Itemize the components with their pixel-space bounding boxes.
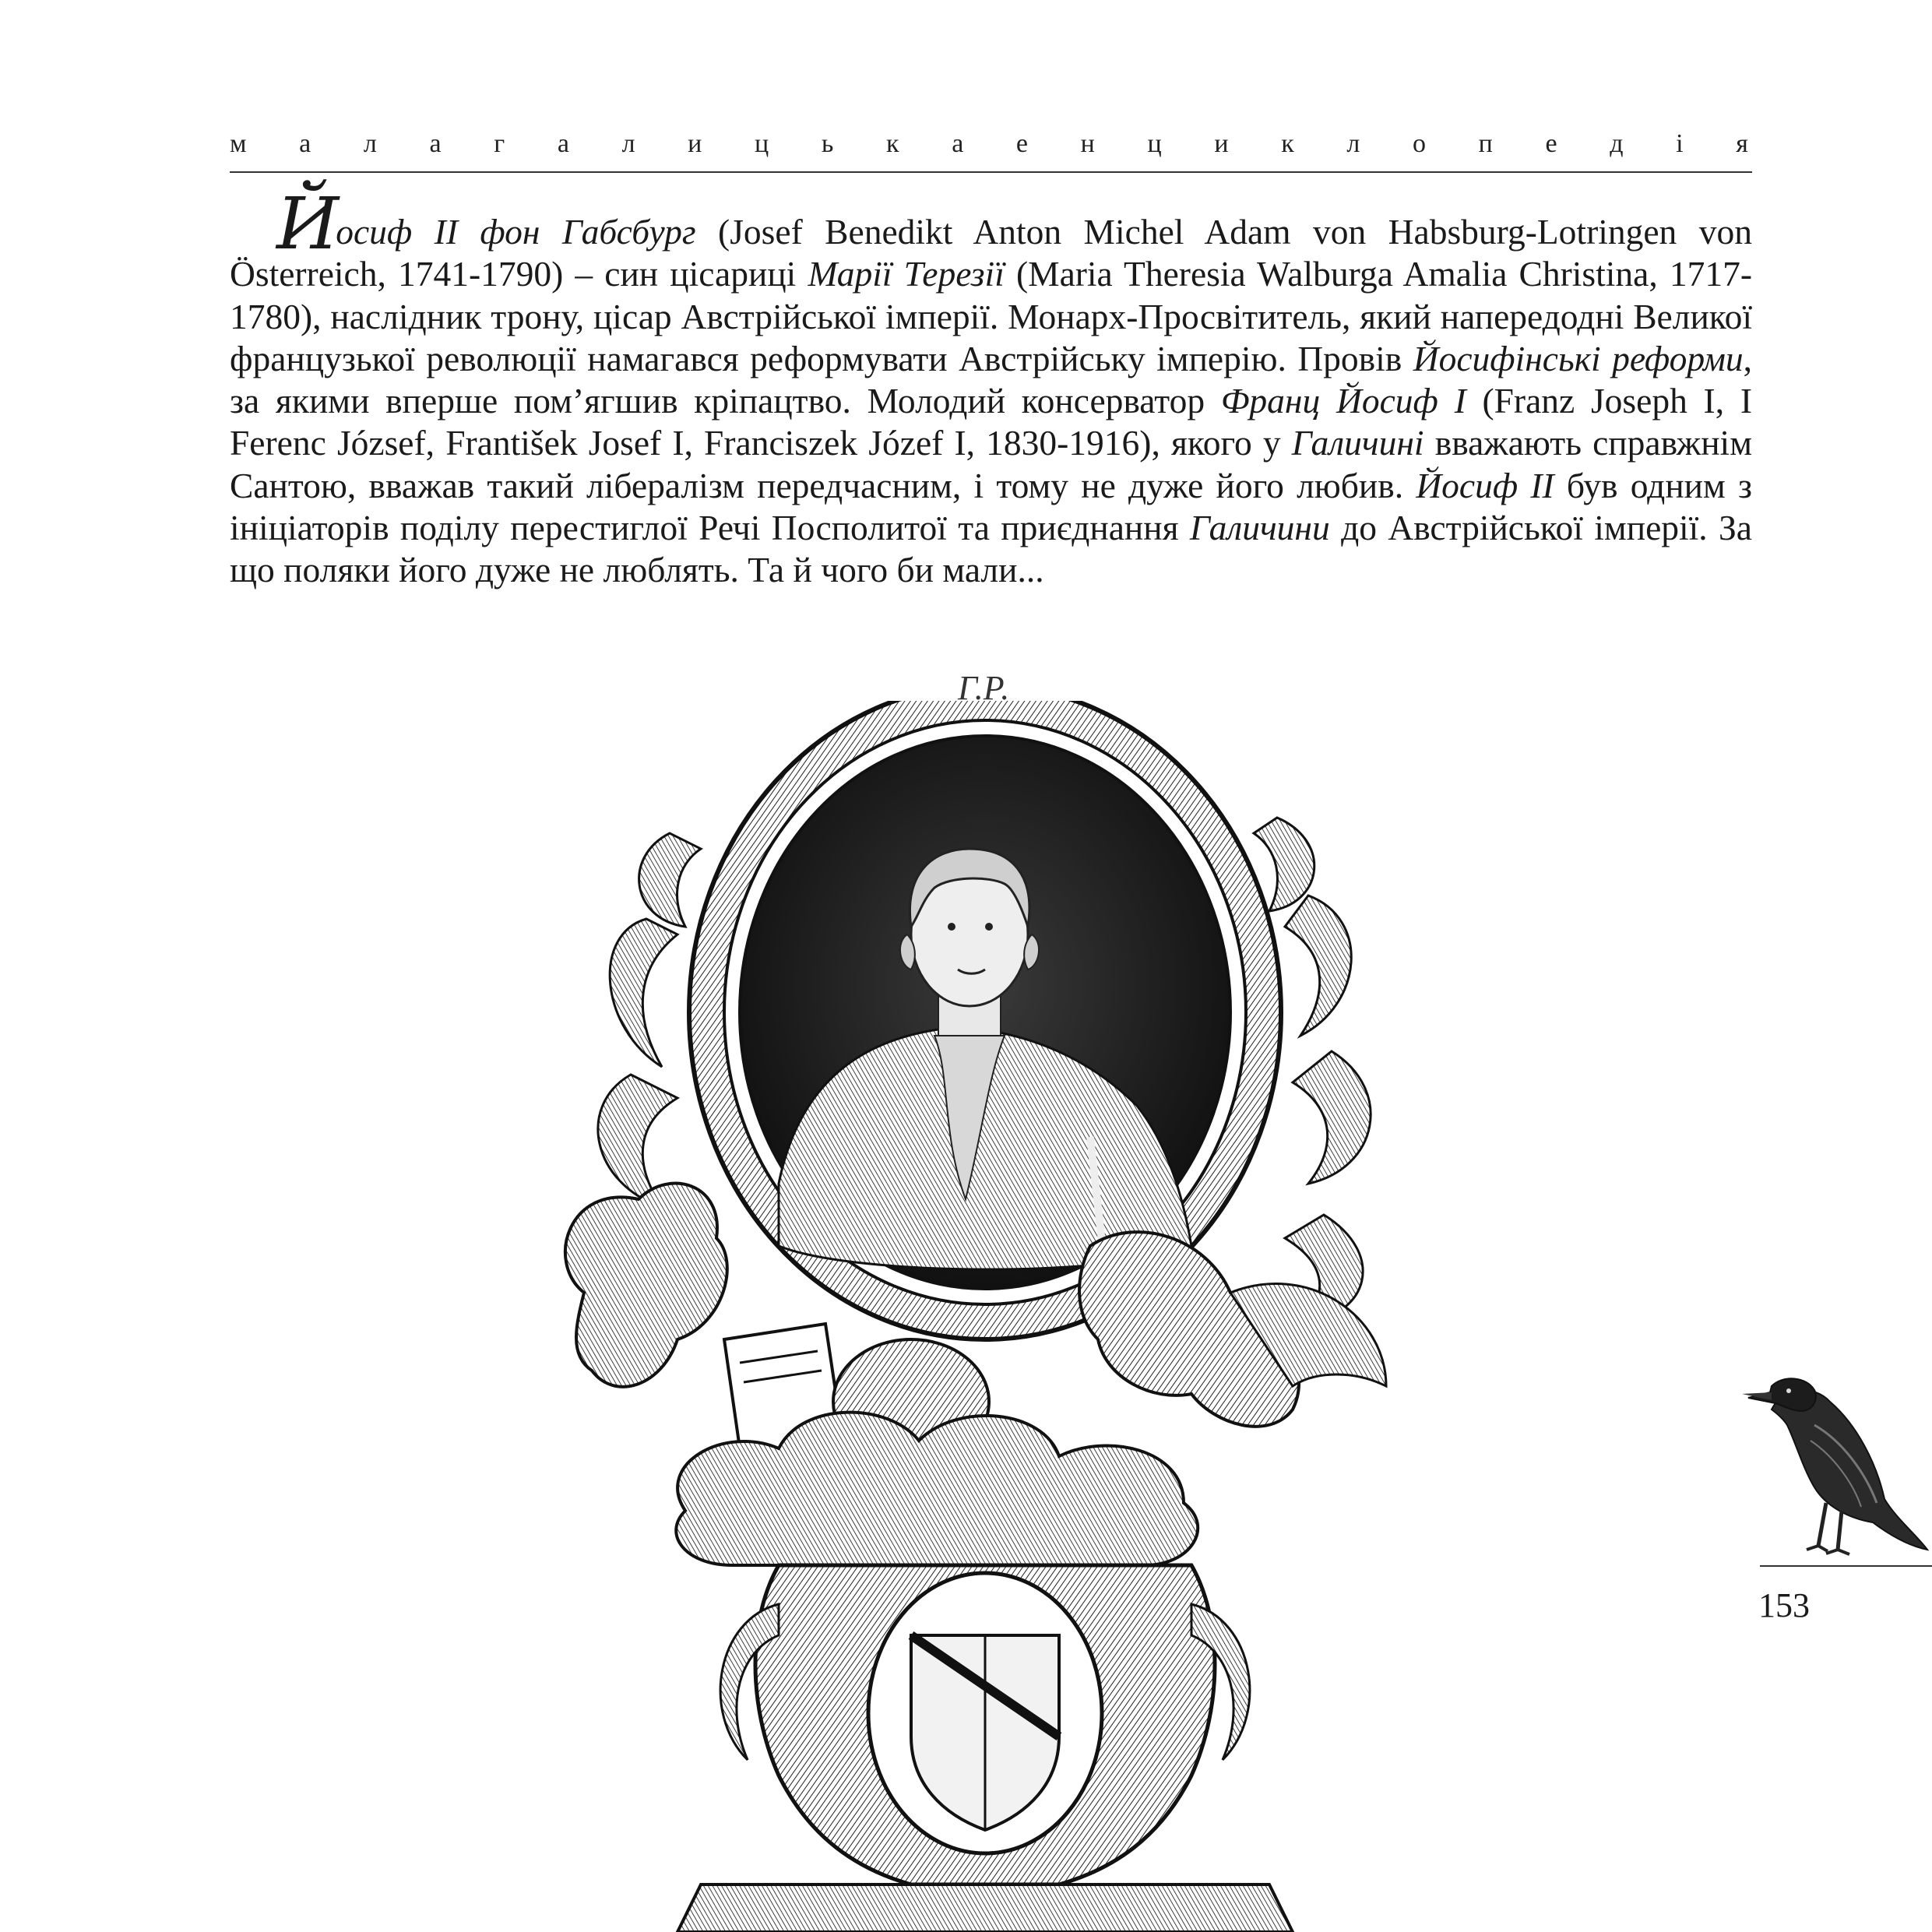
header-letter: к (886, 129, 899, 158)
drop-cap: Й (276, 182, 340, 266)
header-letter: а (952, 129, 964, 158)
header-letter: г (494, 129, 505, 158)
italic-name: Марії Терезії (808, 254, 1005, 294)
header-letter: и (1214, 129, 1229, 158)
text-run: був одним з ініціаторів поділу перестиглої Речі Посполитої та приєднання (230, 465, 1752, 548)
header-letter: л (363, 129, 377, 158)
header-letter: п (1478, 129, 1493, 158)
header-letter: е (1545, 129, 1557, 158)
text-run: (Franz Joseph I, I Ferenc József, František Josef I, Franciszek Józef I, 1830-1916), якого у (230, 381, 1752, 463)
header-letter: д (1610, 129, 1624, 158)
header-letter: и (688, 129, 702, 158)
article-body (230, 182, 1753, 592)
title-text: осиф ІІ фон Габсбург (336, 212, 696, 252)
italic-name: Йосифінські реформи (1413, 338, 1744, 378)
header-letter: ь (821, 129, 834, 158)
header-letter: а (429, 129, 442, 158)
text-run: , за якими вперше пом’ягшив кріпацтво. Молодий консерватор (230, 338, 1752, 421)
header-letter: і (1676, 129, 1684, 158)
header-letter: м (230, 129, 247, 158)
portrait-engraving-icon (545, 701, 1425, 1932)
text-run: (Josef Benedikt Anton Michel Adam von Habsburg-Lotringen von Österreich, 1741-1790) – син цісариці (230, 212, 1752, 294)
header-letter: к (1281, 129, 1294, 158)
text-run: вважають справжнім Сантою, вважав такий лібералізм передчасним, і тому не дуже його любив. (230, 423, 1752, 505)
header-letter: ц (1147, 129, 1162, 158)
italic-name: Йосиф ІІ (1416, 465, 1554, 505)
italic-name: Франц Йосиф I (1220, 381, 1466, 421)
text-run: до Австрійської імперії. За що поляки його дуже не люблять. Та й чого би мали... (230, 508, 1752, 590)
header-letter: л (621, 129, 635, 158)
author-signature: Г.Р. (958, 669, 1010, 707)
header-letter: е (1015, 129, 1029, 158)
page-number: 153 (1758, 1586, 1810, 1624)
header-letter: а (299, 129, 311, 158)
footer-rule (1760, 1565, 1932, 1567)
header-letter: о (1412, 129, 1426, 158)
header-letter: а (557, 129, 569, 158)
crow-icon (1740, 1355, 1932, 1565)
header-letter: ц (755, 129, 769, 158)
running-header (230, 129, 1748, 159)
italic-name: Галичини (1189, 508, 1330, 548)
italic-name: Галичині (1291, 423, 1424, 463)
header-letter: л (1346, 129, 1360, 158)
article-title (230, 182, 696, 266)
header-letter: н (1080, 129, 1095, 158)
text-run: (Maria Theresia Walburga Amalia Christina, 1717-1780), наслідник трону, цісар Австрійської імперії. Монарх-Просвітитель, який напередодні Великої французької революції намагався реформувати Австрійську імперію. Провів (230, 254, 1753, 378)
header-rule (230, 171, 1752, 173)
header-letter: я (1736, 129, 1748, 158)
